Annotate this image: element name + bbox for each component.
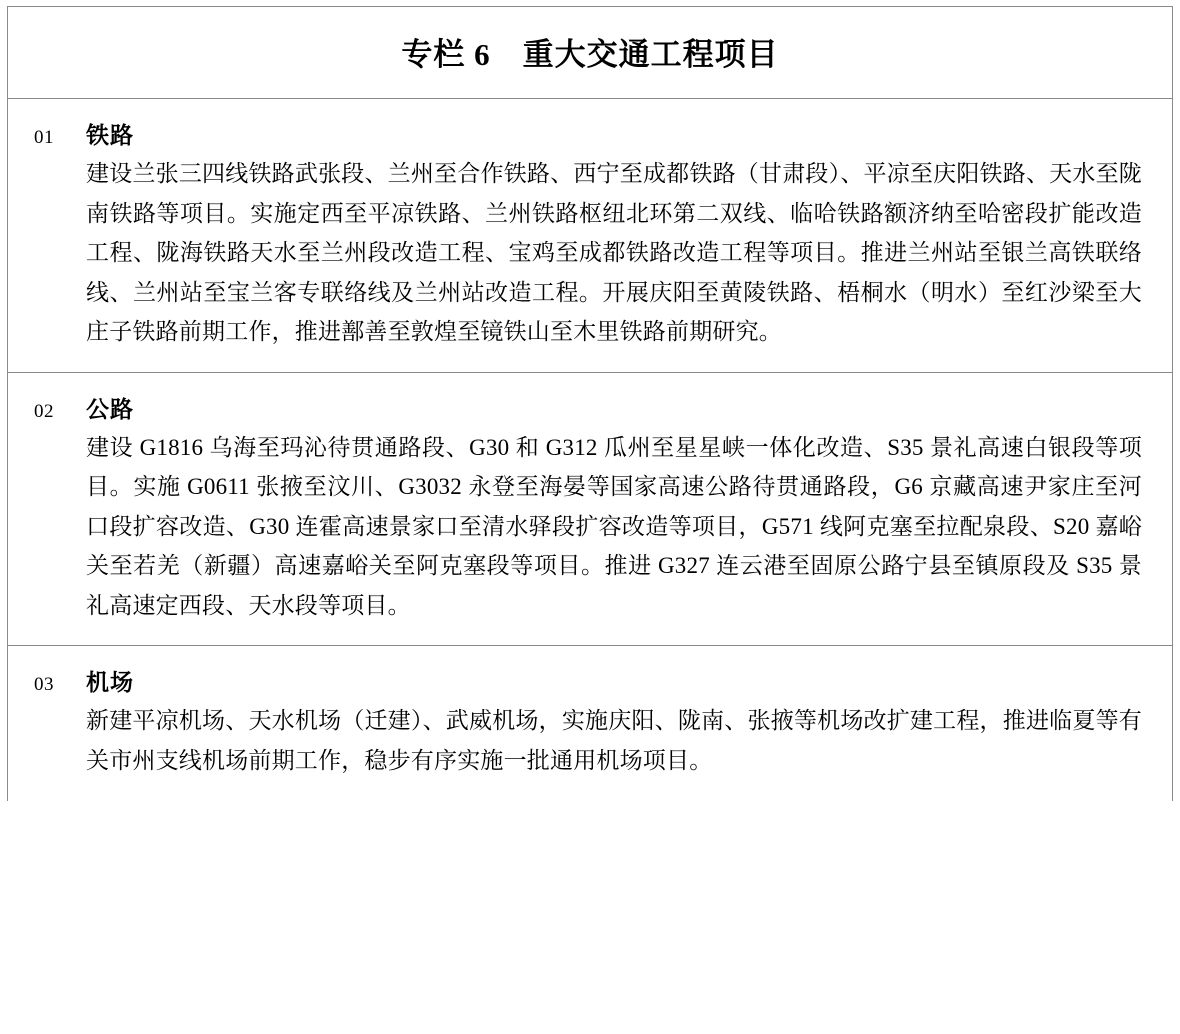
item-body: 建设 G1816 乌海至玛沁待贯通路段、G30 和 G312 瓜州至星星峡一体化改造、S35 景礼高速白银段等项目。实施 G0611 张掖至汶川、G3032 永登至海晏等国家高速公路待贯通路段，G6 京藏高速尹家庄至河口段扩容改造、G30 连霍高速景家口至清水驿段扩容改造等项目，G571 线阿克塞至拉配泉段、S20 嘉峪关至若羌（新疆）高速嘉峪关至阿克塞段等项目。推进 G327 连云港至固原公路宁县至镇原段及 S35 景礼高速定西段、天水段等项目。 xyxy=(86,434,1142,618)
item-label: 公路 xyxy=(86,396,134,422)
page-title: 专栏 6 重大交通工程项目 xyxy=(401,37,779,72)
item-header xyxy=(34,391,1146,424)
list-item xyxy=(8,373,1172,647)
box-title-row xyxy=(8,7,1172,99)
item-label: 铁路 xyxy=(86,123,134,148)
item-body: 建设兰张三四线铁路武张段、兰州至合作铁路、西宁至成都铁路（甘肃段）、平凉至庆阳铁路、天水至陇南铁路等项目。实施定西至平凉铁路、兰州铁路枢纽北环第二双线、临哈铁路额济纳至哈密段扩能改造工程、陇海铁路天水至兰州段改造工程、宝鸡至成都铁路改造工程等项目。推进兰州站至银兰高铁联络线、兰州站至宝兰客专联络线及兰州站改造工程。开展庆阳至黄陵铁路、梧桐水（明水）至红沙梁至大庄子铁路前期工作，推进鄯善至敦煌至镜铁山至木里铁路前期研究。 xyxy=(86,161,1142,345)
item-number: 02 xyxy=(34,400,54,422)
feature-box xyxy=(7,6,1173,801)
item-body: 新建平凉机场、天水机场（迁建）、武威机场，实施庆阳、陇南、张掖等机场改扩建工程，推进临夏等有关市州支线机场前期工作，稳步有序实施一批通用机场项目。 xyxy=(86,708,1142,774)
item-number: 01 xyxy=(34,127,54,148)
list-item xyxy=(8,99,1172,373)
item-number: 03 xyxy=(34,674,54,696)
item-header xyxy=(34,664,1146,697)
list-item xyxy=(8,646,1172,800)
item-label: 机场 xyxy=(86,670,134,696)
item-header xyxy=(34,117,1146,150)
